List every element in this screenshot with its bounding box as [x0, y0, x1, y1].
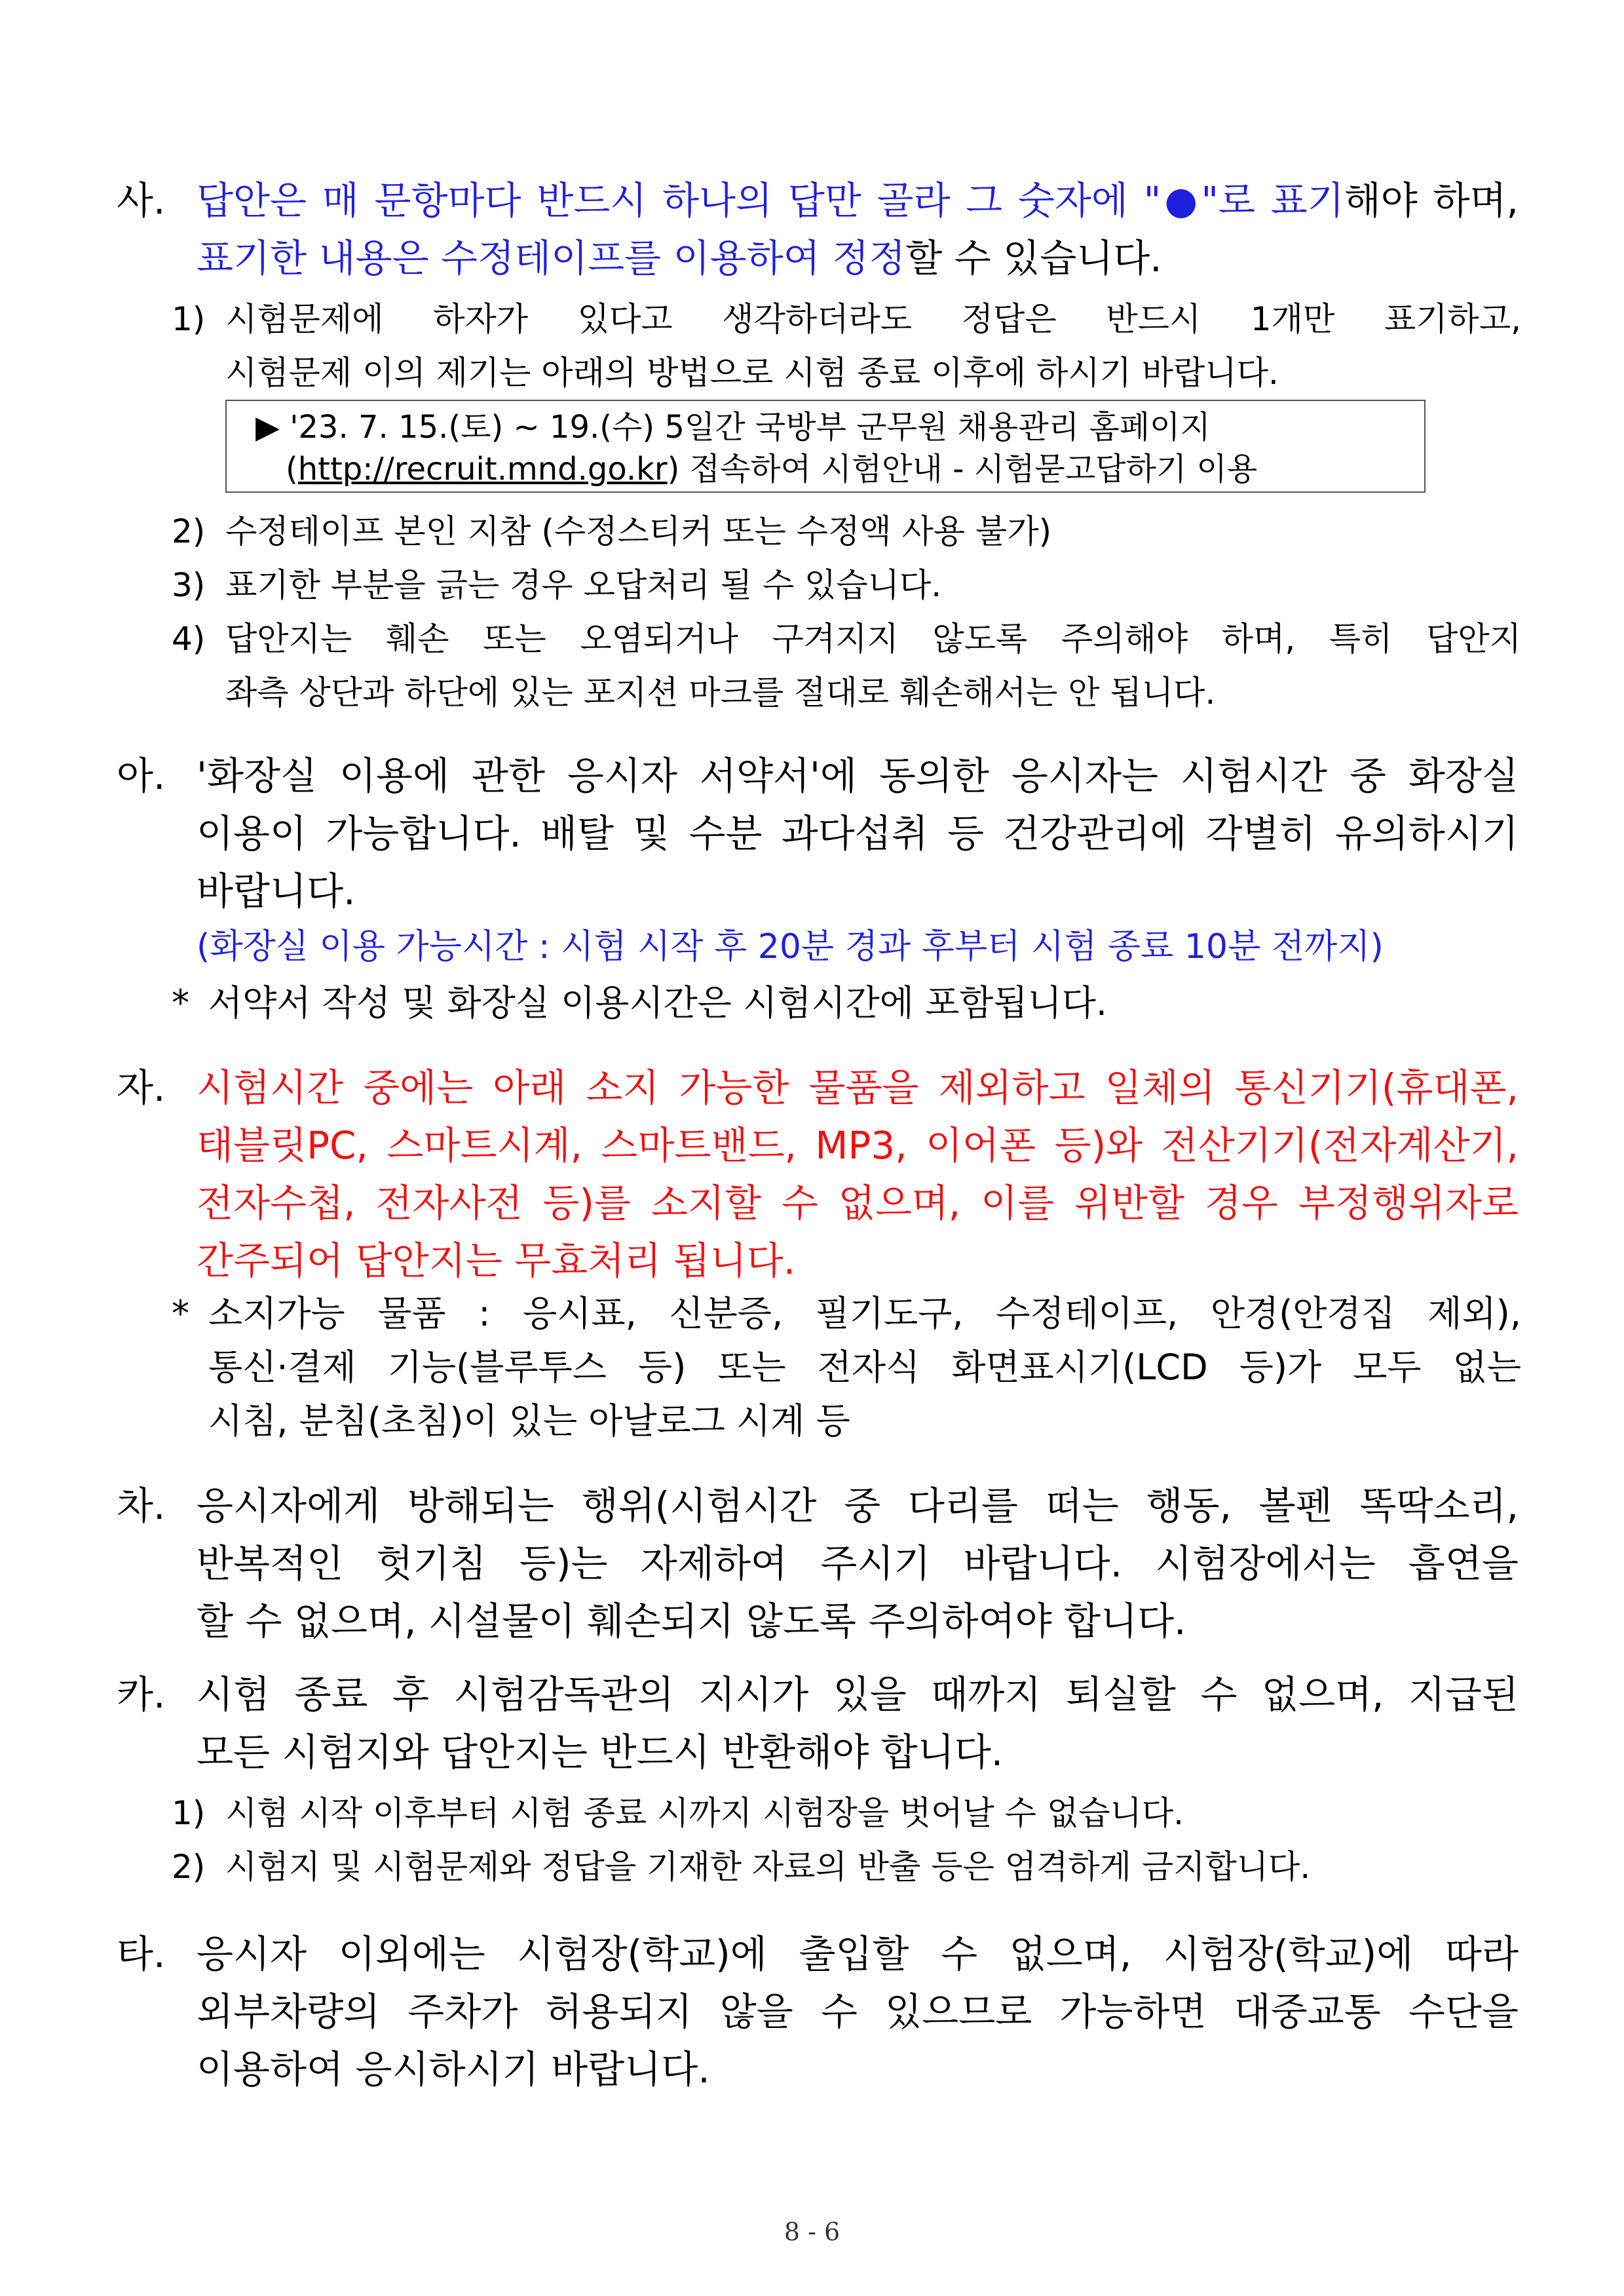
sa-item-1: 1) 시험문제에 하자가 있다고 생각하더라도 정답은 반드시 1개만 표기하고, 시험문제 이의 제기는 아래의 방법으로 시험 종료 이후에 하시기 바랍니다.	[172, 300, 1521, 392]
section-ta: 타. 응시자 이외에는 시험장(학교)에 출입할 수 없으며, 시험장(학교)에 따라 외부차량의 주차가 허용되지 않을 수 있으므로 가능하면 대중교통 수단을 이용하여 응시하시기 바랍니다.	[117, 1925, 1519, 2098]
section-marker: 자.	[117, 1065, 166, 1110]
section-marker: 아.	[117, 754, 166, 798]
sa-item-3: 3) 표기한 부분을 긁는 경우 오답처리 될 수 있습니다.	[172, 566, 942, 604]
section-marker: 사.	[117, 178, 166, 223]
restroom-time-note: (화장실 이용 가능시간 : 시험 시작 후 20분 경과 후부터 시험 종료 10분 전까지)	[197, 927, 1384, 966]
ka-item-2: 2) 시험지 및 시험문제와 정답을 기재한 자료의 반출 등은 엄격하게 금지합니다.	[172, 1848, 1311, 1886]
highlight-text: 표기한 내용은 수정테이프를 이용하여 정정	[197, 236, 906, 280]
page-number: 8 - 6	[784, 2217, 840, 2246]
sa-item-4: 4) 답안지는 훼손 또는 오염되거나 구겨지지 않도록 주의해야 하며, 특히 답안지 좌측 상단과 하단에 있는 포지션 마크를 절대로 훼손해서는 안 됩니다.	[172, 620, 1521, 712]
section-marker: 카.	[117, 1672, 166, 1717]
section-sa	[117, 172, 1519, 287]
section-cha: 차. 응시자에게 방해되는 행위(시험시간 중 다리를 떠는 행동, 볼펜 똑딱소리, 반복적인 헛기침 등)는 자제하여 주시기 바랍니다. 시험장에서는 흡연을 할 수 없으며, 시설물이 훼손되지 않도록 주의하여야 합니다.	[117, 1477, 1519, 1650]
ka-item-1: 1) 시험 시작 이후부터 시험 종료 시까지 시험장을 벗어날 수 없습니다.	[172, 1794, 1184, 1832]
sa-item-2: 2) 수정테이프 본인 지참 (수정스티커 또는 수정액 사용 불가)	[172, 512, 1052, 550]
section-marker: 타.	[117, 1932, 166, 1976]
recruit-link[interactable]: http://recruit.mnd.go.kr	[297, 451, 668, 488]
section-a: 아. '화장실 이용에 관한 응시자 서약서'에 동의한 응시자는 시험시간 중 화장실 이용이 가능합니다. 배탈 및 수분 과다섭취 등 건강관리에 각별히 유의하시기 바랍니다.	[117, 747, 1519, 920]
highlight-text: 답안은 매 문항마다 반드시 하나의 답만 골라 그 숫자에 "●"로 표기	[197, 178, 1344, 223]
arrow-icon: ▶	[255, 409, 280, 446]
notice-box: ▶ '23. 7. 15.(토) ~ 19.(수) 5일간 국방부 군무원 채용관리 홈페이지 (http://recruit.mnd.go.kr) 접속하여 시험안내 - 시험묻고답하기 이용	[225, 400, 1426, 493]
section-ja-footnote: * 소지가능 물품 : 응시표, 신분증, 필기도구, 수정테이프, 안경(안경집 제외), 통신·결제 기능(블루투스 등) 또는 전자식 화면표시기(LCD 등)가 모두 없는 시침, 분침(초침)이 있는 아날로그 시계 등	[172, 1293, 1521, 1442]
section-text: 답안은 매 문항마다 반드시 하나의 답만 골라 그 숫자에 "●"로 표기해야 하며,	[197, 178, 1519, 223]
section-text: 표기한 내용은 수정테이프를 이용하여 정정할 수 있습니다.	[197, 236, 1162, 280]
section-a-footnote: * 서약서 작성 및 화장실 이용시간은 시험시간에 포함됩니다.	[172, 982, 1108, 1024]
section-ja: 자. 시험시간 중에는 아래 소지 가능한 물품을 제외하고 일체의 통신기기(휴대폰, 태블릿PC, 스마트시계, 스마트밴드, MP3, 이어폰 등)와 전산기기(전자계산기, 전자수첩, 전자사전 등)를 소지할 수 없으며, 이를 위반할 경우 부정행위자로 간주되어 답안지는 무효처리 됩니다.	[117, 1059, 1519, 1290]
section-marker: 차.	[117, 1483, 166, 1528]
section-ka: 카. 시험 종료 후 시험감독관의 지시가 있을 때까지 퇴실할 수 없으며, 지급된 모든 시험지와 답안지는 반드시 반환해야 합니다.	[117, 1666, 1519, 1781]
